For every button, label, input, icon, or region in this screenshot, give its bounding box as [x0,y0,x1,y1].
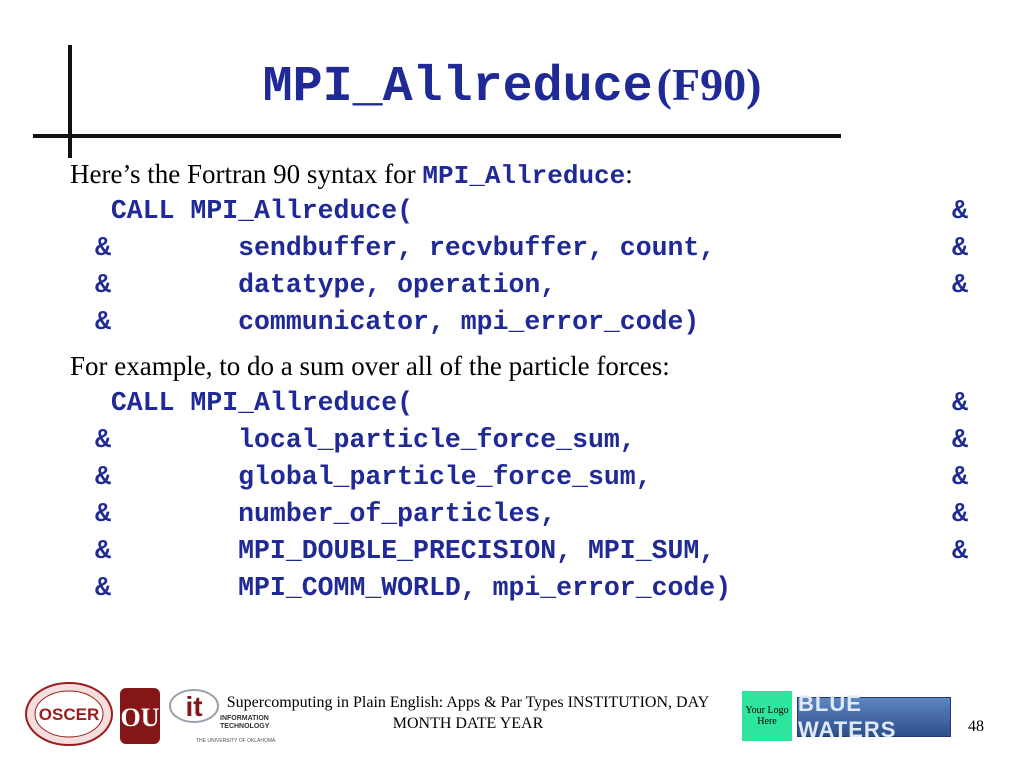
code-line: & datatype, operation, [95,270,557,300]
code-line: & number_of_particles, [95,499,557,529]
title-horizontal-rule [33,134,841,138]
code-continuation: & [952,425,968,455]
code-line: & communicator, mpi_error_code) [95,307,700,337]
intro-text: Here’s the Fortran 90 syntax for [70,159,423,189]
oit-caption-line2: TECHNOLOGY [220,723,270,730]
code-line: CALL MPI_Allreduce( [95,388,414,418]
slide-title [0,58,1024,116]
slide-title-code: MPI_Allreduce [262,59,653,116]
footer-caption [168,692,768,734]
code-continuation: & [952,499,968,529]
example-paragraph: For example, to do a sum over all of the particle forces: [70,351,670,381]
code-line: & global_particle_force_sum, [95,462,652,492]
code-line: & MPI_DOUBLE_PRECISION, MPI_SUM, [95,536,716,566]
oit-logo-text: it [185,691,203,722]
code-continuation: & [952,233,968,263]
oscer-logo [24,681,114,747]
ou-logo-text: OU [120,703,160,732]
code-continuation: & [952,270,968,300]
intro-colon: : [625,159,633,189]
code-continuation: & [952,388,968,418]
oit-subcaption: THE UNIVERSITY OF OKLAHOMA [196,738,276,744]
code-line: & local_particle_force_sum, [95,425,636,455]
code-continuation: & [952,536,968,566]
code-continuation: & [952,462,968,492]
page-number: 48 [968,718,984,735]
footer-line1: Supercomputing in Plain English: Apps & Par Types INSTITUTION, DAY [226,694,710,711]
code-line: & MPI_COMM_WORLD, mpi_error_code) [95,573,732,603]
ou-logo [118,686,162,746]
oit-caption-line1: INFORMATION [220,715,269,722]
code-continuation: & [952,196,968,226]
blue-waters-text: BLUE WATERS [798,691,897,742]
blue-waters-logo [797,691,951,742]
code-line: & sendbuffer, recvbuffer, count, [95,233,716,263]
intro-code: MPI_Allreduce [422,161,626,191]
code-line: CALL MPI_Allreduce( [95,196,414,226]
logo-placeholder [742,691,792,741]
slide-title-lang: (F90) [656,59,762,110]
oscer-logo-text: OSCER [38,705,100,724]
footer-line2: MONTH DATE YEAR [392,715,544,732]
logo-placeholder-text: Your Logo Here [745,705,789,727]
intro-paragraph [70,158,633,192]
